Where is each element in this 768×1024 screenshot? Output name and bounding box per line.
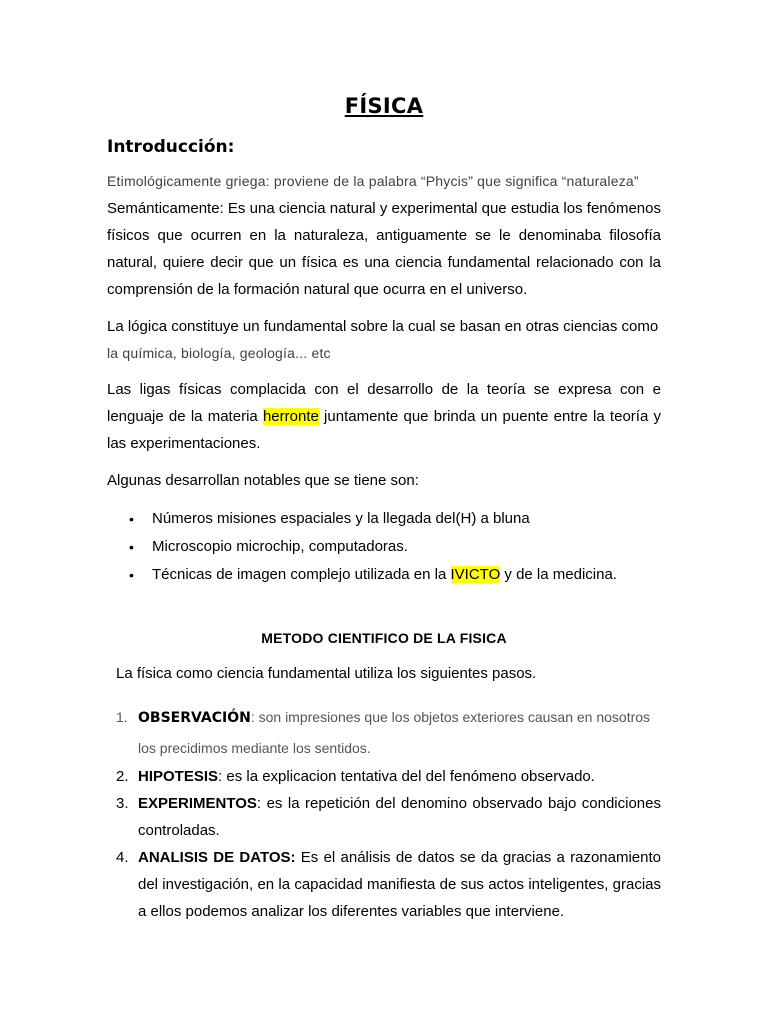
bullet-item-text: Microscopio microchip, computadoras. <box>152 538 408 555</box>
ligas-text-after: juntamente que brinda un puente entre la teoría y las experimentaciones. <box>107 408 662 452</box>
ligas-text-before: Las ligas físicas complacida con el desarrollo de la teoría se expresa con e lenguaje de la materia <box>107 381 661 425</box>
highlighted-word-ivicto: IVICTO <box>450 566 501 583</box>
step-item-observacion <box>116 702 661 763</box>
page-title: FÍSICA <box>344 94 424 118</box>
step-term: ANALISIS DE DATOS: <box>138 849 296 866</box>
intro-heading: Introducción: <box>107 137 235 157</box>
etymology-paragraph: Etimológicamente griega: proviene de la palabra “Phycis” que significa “naturaleza” <box>107 173 639 189</box>
ligas-paragraph <box>107 376 661 457</box>
bullet-item <box>107 505 617 533</box>
step-number: 1. <box>116 709 128 725</box>
bullet-item-text-before: Técnicas de imagen complejo utilizada en la <box>152 566 451 583</box>
method-steps-list <box>116 702 661 925</box>
bullet-item <box>107 533 617 561</box>
highlighted-word-herronte: herronte <box>262 408 319 425</box>
semantic-paragraph: Semánticamente: Es una ciencia natural y experimental que estudia los fenómenos físicos que ocurren en la naturaleza, antiguamente se le denominaba filosofía natural, quiere decir que un física es una ciencia fundamental relacionado con la comprensión de la formación natural que ocurra en el universo. <box>107 200 661 298</box>
step-number: 2. <box>116 768 129 785</box>
step-text: : son impresiones que los objetos exteriores causan en nosotros los precidimos mediante los sentidos. <box>138 709 651 756</box>
bullet-item-text: Números misiones espaciales y la llegada del(H) a bluna <box>152 510 530 527</box>
step-item-hipotesis <box>116 763 661 790</box>
step-item-analisis <box>116 844 661 925</box>
bullet-item <box>107 561 617 589</box>
method-intro: La física como ciencia fundamental utiliza los siguientes pasos. <box>116 665 537 682</box>
step-item-experimentos <box>116 790 661 844</box>
step-number: 3. <box>116 795 129 812</box>
algunas-paragraph: Algunas desarrollan notables que se tiene son: <box>107 472 419 489</box>
logic-paragraph-line2: la química, biología, geología... etc <box>107 345 331 361</box>
step-term: EXPERIMENTOS <box>138 795 257 812</box>
step-number: 4. <box>116 849 129 866</box>
step-term: OBSERVACIÓN <box>138 710 251 726</box>
step-text: Es el análisis de datos se da gracias a razonamiento del investigación, en la capacidad manifiesta de sus actos inteligentes, gracias a ellos podemos analizar los diferentes variables que interviene. <box>138 849 661 920</box>
bullet-list <box>107 505 617 589</box>
step-text: : es la explicacion tentativa del del fenómeno observado. <box>218 768 595 785</box>
step-term: HIPOTESIS <box>138 768 219 785</box>
bullet-item-text-after: y de la medicina. <box>500 566 617 583</box>
method-section-heading: METODO CIENTIFICO DE LA FISICA <box>261 630 507 646</box>
logic-paragraph-line1: La lógica constituye un fundamental sobre la cual se basan en otras ciencias como <box>107 318 659 335</box>
step-text: : es la repetición del denomino observado bajo condiciones controladas. <box>138 795 661 839</box>
